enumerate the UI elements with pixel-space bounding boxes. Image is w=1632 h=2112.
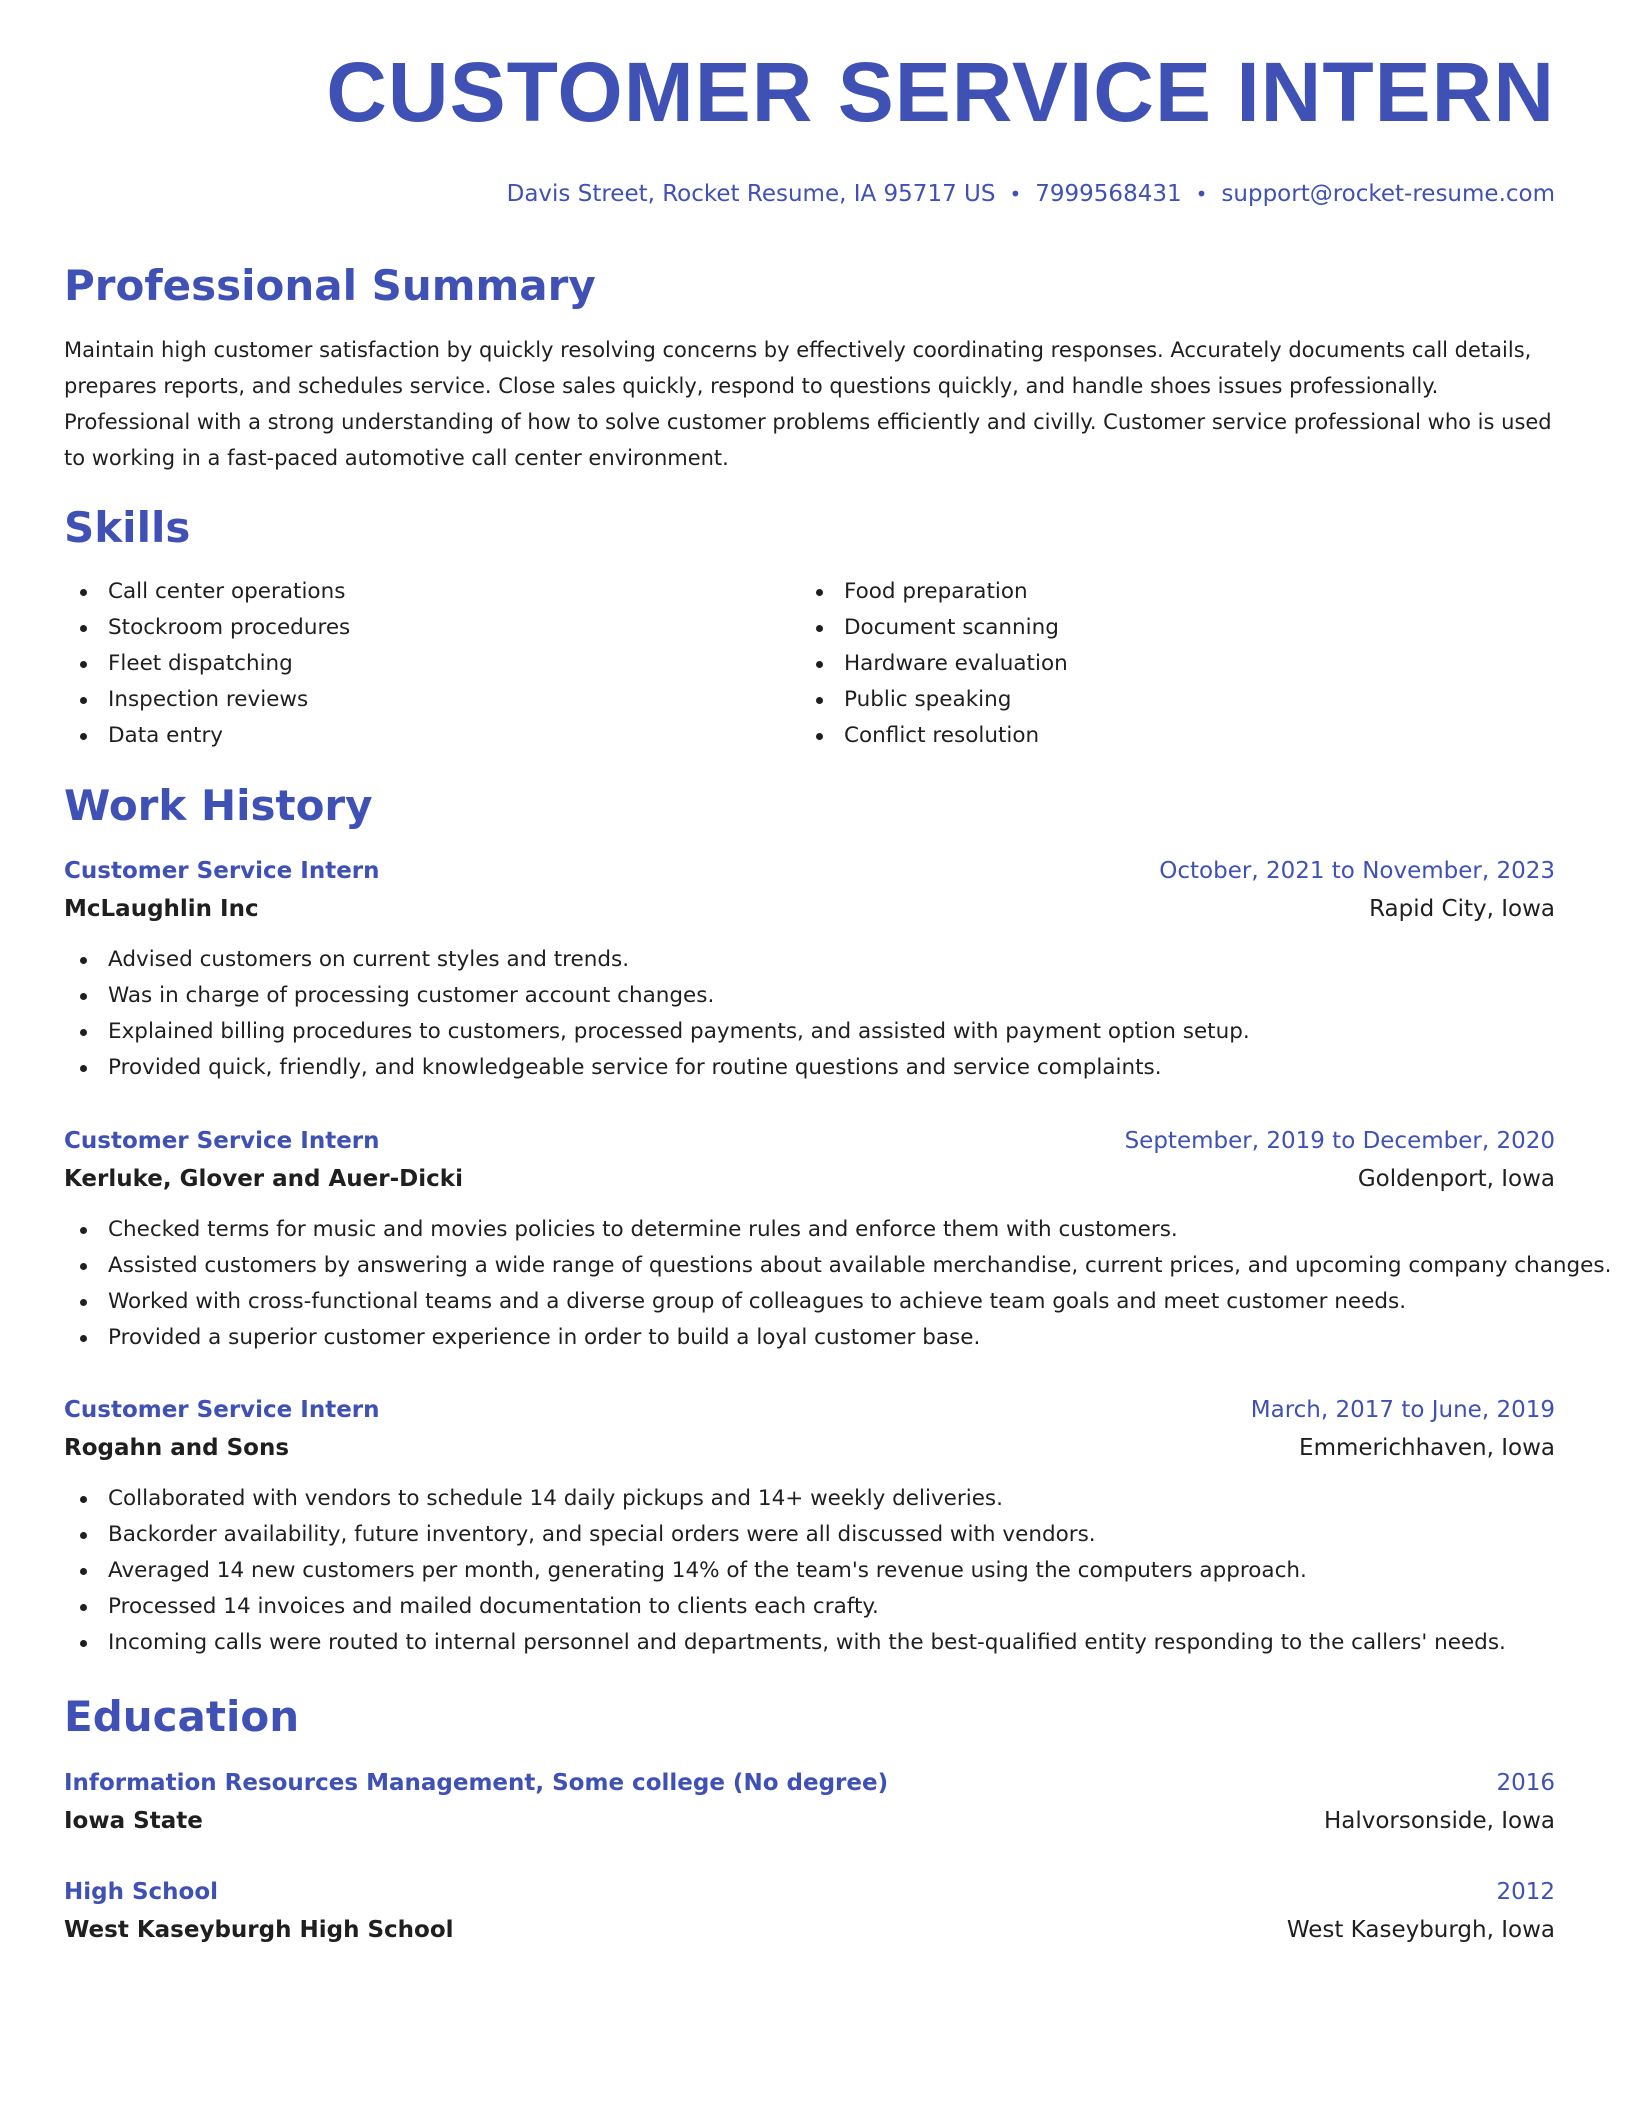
job-location: Emmerichhaven, Iowa <box>1299 1435 1555 1461</box>
job-bullet: Checked terms for music and movies policies to determine rules and enforce them with customers. <box>64 1212 1555 1248</box>
skill-item: Data entry <box>64 718 800 754</box>
job-bullets <box>64 1212 1612 1356</box>
skill-item: Conflict resolution <box>800 718 1536 754</box>
skill-item: Call center operations <box>64 574 800 610</box>
education-school: Iowa State <box>64 1808 203 1834</box>
job-bullet: Provided quick, friendly, and knowledgeable service for routine questions and service complaints. <box>64 1050 1555 1086</box>
job-entry <box>64 1122 1612 1356</box>
education-degree: High School <box>64 1879 219 1905</box>
job-company: Rogahn and Sons <box>64 1435 290 1461</box>
education-year: 2012 <box>1496 1879 1555 1905</box>
job-bullet: Collaborated with vendors to schedule 14 daily pickups and 14+ weekly deliveries. <box>64 1481 1555 1517</box>
job-bullet: Processed 14 invoices and mailed documentation to clients each crafty. <box>64 1589 1555 1625</box>
education-school: West Kaseyburgh High School <box>64 1917 454 1943</box>
address: Davis Street, Rocket Resume, IA 95717 US <box>506 181 996 207</box>
skill-item: Fleet dispatching <box>64 646 800 682</box>
education-location: West Kaseyburgh, Iowa <box>1286 1917 1555 1943</box>
education-year: 2016 <box>1496 1770 1555 1796</box>
education-entry <box>64 1764 1555 1840</box>
job-bullets <box>64 1481 1555 1661</box>
job-bullet: Worked with cross-functional teams and a diverse group of colleagues to achieve team goals and meet customer needs. <box>64 1284 1555 1320</box>
job-bullet: Explained billing procedures to customers, processed payments, and assisted with payment option setup. <box>64 1014 1555 1050</box>
job-role: Customer Service Intern <box>64 1397 380 1423</box>
skills-column-left <box>64 574 800 754</box>
separator-dot: • <box>1195 182 1208 206</box>
contact-line <box>507 181 1555 209</box>
job-dates: October, 2021 to November, 2023 <box>1159 858 1555 884</box>
education-degree: Information Resources Management, Some college (No degree) <box>64 1770 889 1796</box>
job-bullet: Provided a superior customer experience in order to build a loyal customer base. <box>64 1320 1555 1356</box>
job-dates: September, 2019 to December, 2020 <box>1124 1128 1555 1154</box>
job-location: Rapid City, Iowa <box>1369 896 1555 922</box>
job-bullet: Advised customers on current styles and trends. <box>64 942 1555 978</box>
job-bullet: Assisted customers by answering a wide range of questions about available merchandise, current prices, and upcoming company changes. <box>64 1248 1555 1284</box>
job-bullet: Was in charge of processing customer account changes. <box>64 978 1555 1014</box>
job-company: McLaughlin Inc <box>64 896 259 922</box>
job-entry <box>64 852 1555 1086</box>
job-role: Customer Service Intern <box>64 1128 380 1154</box>
separator-dot: • <box>1009 182 1022 206</box>
skill-item: Stockroom procedures <box>64 610 800 646</box>
skill-item: Inspection reviews <box>64 682 800 718</box>
skills-list <box>64 574 1555 754</box>
phone: 7999568431 <box>1035 181 1182 207</box>
job-bullet: Averaged 14 new customers per month, generating 14% of the team's revenue using the computers approach. <box>64 1553 1555 1589</box>
section-title-work-history: Work History <box>64 781 373 830</box>
job-company: Kerluke, Glover and Auer-Dicki <box>64 1166 463 1192</box>
job-bullet: Backorder availability, future inventory, and special orders were all discussed with vendors. <box>64 1517 1555 1553</box>
job-bullet: Incoming calls were routed to internal personnel and departments, with the best-qualified entity responding to the callers' needs. <box>64 1625 1555 1661</box>
email: support@rocket-resume.com <box>1221 181 1555 207</box>
section-title-education: Education <box>64 1692 300 1741</box>
skill-item: Document scanning <box>800 610 1536 646</box>
skill-item: Food preparation <box>800 574 1536 610</box>
job-bullets <box>64 942 1555 1086</box>
resume-title: CUSTOMER SERVICE INTERN <box>326 45 1555 139</box>
section-title-summary: Professional Summary <box>64 261 596 310</box>
skill-item: Public speaking <box>800 682 1536 718</box>
skills-column-right <box>800 574 1536 754</box>
section-title-skills: Skills <box>64 503 191 552</box>
summary-text: Maintain high customer satisfaction by quickly resolving concerns by effectively coordinating responses. Accurately documents call details, prepares reports, and schedules service. Close sales quickly, respond to questions quickly, and handle shoes issues professionally. Professional with a strong understanding of how to solve customer problems efficiently and civilly. Customer service professional who is used to working in a fast-paced automotive call center environment. <box>64 338 1552 470</box>
education-location: Halvorsonside, Iowa <box>1323 1808 1555 1834</box>
job-location: Goldenport, Iowa <box>1357 1166 1555 1192</box>
job-role: Customer Service Intern <box>64 858 380 884</box>
skill-item: Hardware evaluation <box>800 646 1536 682</box>
job-entry <box>64 1391 1555 1661</box>
education-entry <box>64 1873 1555 1949</box>
job-dates: March, 2017 to June, 2019 <box>1250 1397 1555 1423</box>
